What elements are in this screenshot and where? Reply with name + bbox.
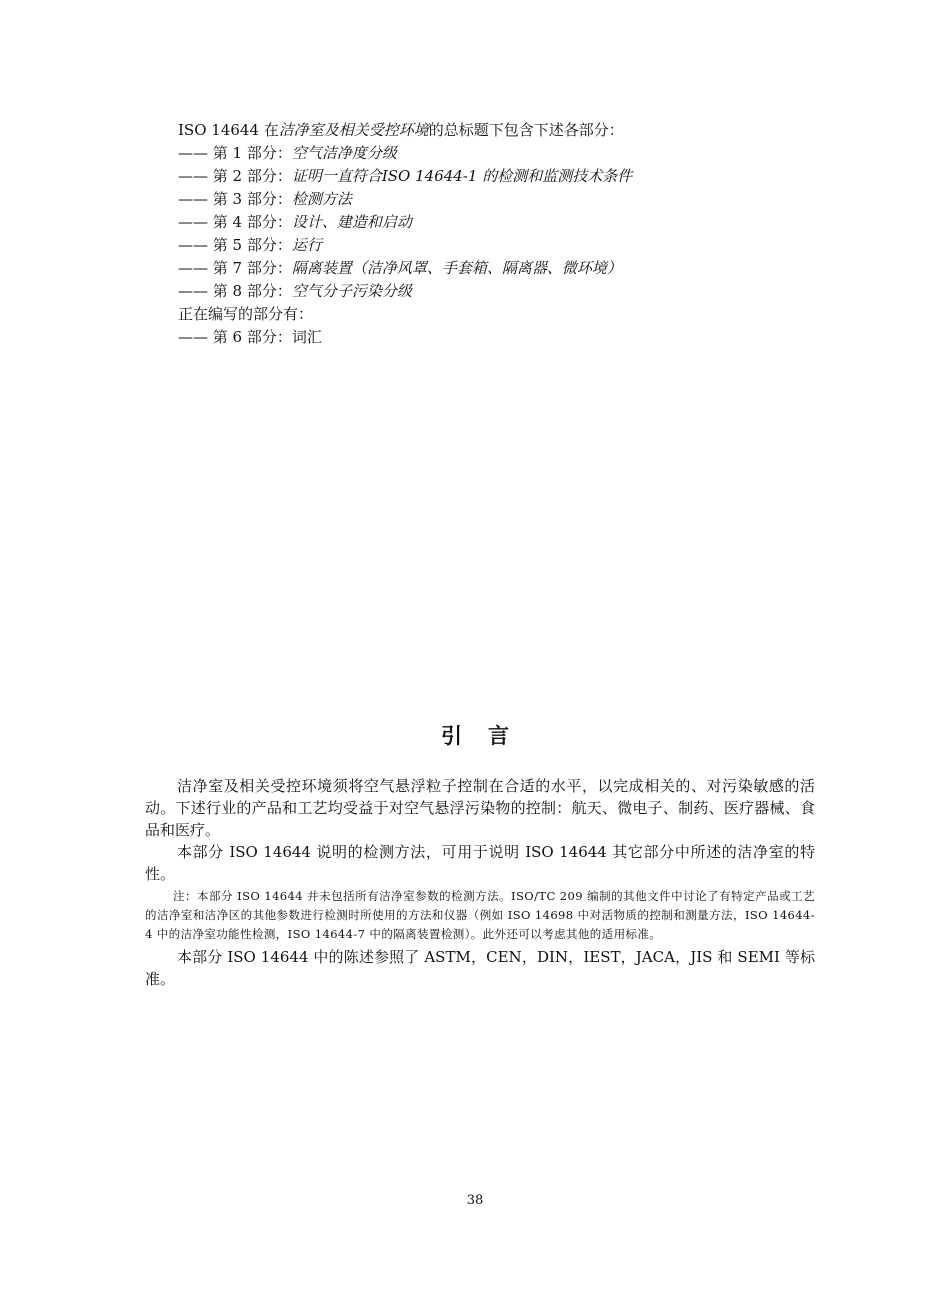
part-item-prefix: —— 第 8 部分： [178,282,292,300]
introduction-heading: 引言 [441,723,535,748]
part-item [178,188,878,211]
part-item-prefix: —— 第 5 部分： [178,236,292,254]
part-item-title: 隔离装置（洁净风罩、手套箱、隔离器、微环境） [291,259,622,277]
part-item-prefix: —— 第 2 部分： [178,167,292,185]
parts-intro-series-title: 洁净室及相关受控环境 [278,121,429,139]
introduction-body [145,775,815,990]
part-item-title: 检测方法 [291,190,352,208]
parts-intro-line [178,119,878,142]
part-item-prefix: —— 第 7 部分： [178,259,292,277]
page-number: 38 [466,1193,484,1208]
part-item-prefix: —— 第 1 部分： [178,144,292,162]
part-item [178,142,878,165]
in-progress-item: —— 第 6 部分：词汇 [178,328,322,346]
intro-paragraph: 本部分 ISO 14644 中的陈述参照了 ASTM，CEN，DIN，IEST，JACA，JIS 和 SEMI 等标准。 [145,948,815,988]
intro-note: 注：本部分 ISO 14644 并未包括所有洁净室参数的检测方法。ISO/TC 209 编制的其他文件中讨论了有特定产品或工艺的洁净室和洁净区的其他参数进行检测时所使用的方法和仪器（例如 ISO 14698 中对活物质的控制和测量方法，ISO 14644-4 中的洁净室功能性检测，ISO 14644-7 中的隔离装置检测）。此外还可以考虑其他的适用标准。 [145,889,815,941]
part-item [178,257,878,280]
part-item [178,165,878,188]
in-progress-label: 正在编写的部分有： [178,305,314,323]
parts-list [178,119,878,349]
part-item [178,280,878,303]
part-item-title: 空气分子污染分级 [291,282,412,300]
intro-paragraph: 本部分 ISO 14644 说明的检测方法，可用于说明 ISO 14644 其它部分中所述的洁净室的特性。 [145,843,815,883]
part-item-title: 空气洁净度分级 [291,144,397,162]
parts-intro-suffix: 的总标题下包含下述各部分： [428,121,624,139]
part-item [178,211,878,234]
part-item-prefix: —— 第 3 部分： [178,190,292,208]
part-item-prefix: —— 第 4 部分： [178,213,292,231]
part-item-title: 设计、建造和启动 [291,213,412,231]
parts-intro-prefix: ISO 14644 在 [178,121,279,139]
intro-paragraph: 洁净室及相关受控环境须将空气悬浮粒子控制在合适的水平，以完成相关的、对污染敏感的活动。下述行业的产品和工艺均受益于对空气悬浮污染物的控制：航天、微电子、制药、医疗器械、食品和医疗。 [145,777,815,839]
part-item-title: 运行 [291,236,322,254]
part-item-title: 证明一直符合ISO 14644-1 的检测和监测技术条件 [291,167,633,185]
part-item [178,234,878,257]
